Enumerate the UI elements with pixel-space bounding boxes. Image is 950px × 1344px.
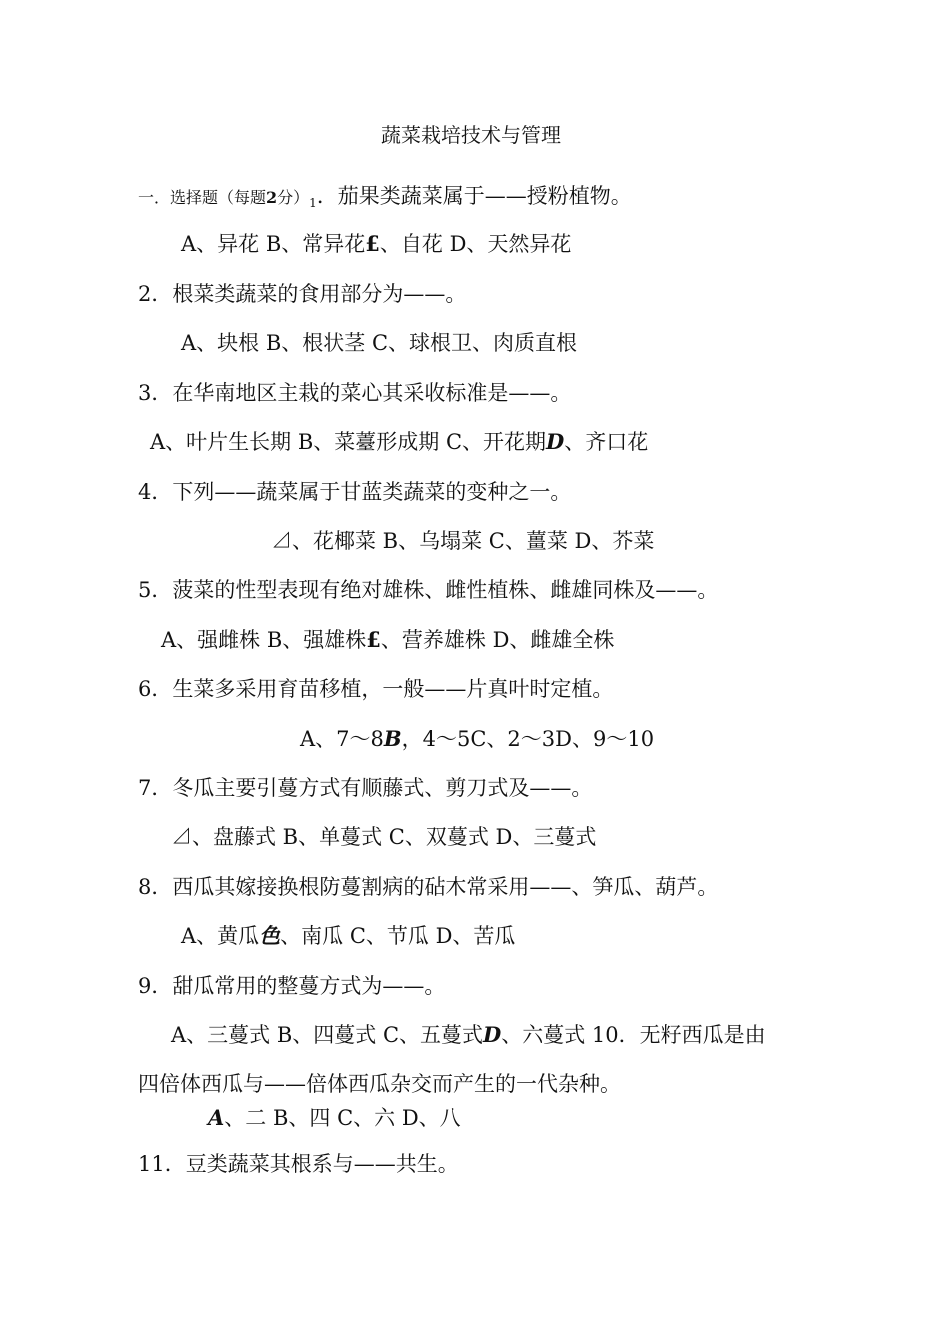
option-text: A、7〜8 [300, 727, 384, 751]
answer-mark: ⊿ [271, 529, 292, 553]
options-q5 [161, 626, 614, 654]
question-stem: 3．在华南地区主栽的菜心其采收标准是——。 [138, 381, 572, 405]
option-text: A、块根 B、根状茎 C、球根卫、肉质直根 [181, 331, 578, 355]
options-q4 [271, 527, 654, 555]
option-text: ，4〜5C、2〜3D、9〜10 [401, 727, 655, 751]
score-value: 2 [266, 188, 278, 207]
question-stem: 11．豆类蔬菜其根系与——共生。 [138, 1152, 459, 1176]
stray-subscript: 1 [309, 196, 317, 210]
option-text: A、叶片生长期 B、菜薹形成期 C、开花期 [150, 430, 547, 454]
options-q8 [181, 922, 515, 950]
option-text: A、异花 B、常异花 [181, 232, 366, 256]
question-stem: 9．甜瓜常用的整蔓方式为——。 [138, 974, 446, 998]
option-text: A、三蔓式 B、四蔓式 C、五蔓式 [171, 1023, 484, 1047]
option-text: 、二 B、四 C、六 D、八 [224, 1106, 461, 1130]
question-stem: 6．生菜多采用育苗移植，一般——片真叶时定植。 [138, 677, 614, 701]
question-stem: 8．西瓜其嫁接换根防蔓割病的砧木常采用——、笋瓜、葫芦。 [138, 875, 719, 899]
answer-mark: ⊿ [171, 825, 192, 849]
option-text: A、强雌株 B、强雄株 [161, 628, 367, 652]
answer-mark: £ [366, 627, 381, 652]
answer-mark: D [546, 429, 565, 454]
answer-mark: D [483, 1022, 502, 1047]
question-stem: 四倍体西瓜与——倍体西瓜杂交而产生的一代杂种。 [138, 1072, 621, 1096]
option-text: 、盘藤式 B、单蔓式 C、双蔓式 D、三蔓式 [192, 825, 597, 849]
option-text: 、齐口花 [564, 430, 649, 454]
question-stem: 7．冬瓜主要引蔓方式有顺藤式、剪刀式及——。 [138, 776, 593, 800]
options-q3 [150, 428, 648, 456]
options-q10 [208, 1104, 461, 1132]
question-stem: 4．下列——蔬菜属于甘蓝类蔬菜的变种之一。 [138, 480, 572, 504]
options-q7 [171, 823, 596, 851]
section-label-suffix: 分） [277, 188, 310, 207]
question-stem: 5．菠菜的性型表现有绝对雄株、雌性植株、雌雄同株及——。 [138, 578, 719, 602]
option-text: 、南瓜 C、节瓜 D、苦瓜 [280, 924, 516, 948]
options-q9 [171, 1021, 766, 1049]
option-text: 、六蔓式 10．无籽西瓜是由 [501, 1023, 766, 1047]
option-text: 、营养雄株 D、雌雄全株 [380, 628, 615, 652]
question-stem: ．茄果类蔬菜属于——授粉植物。 [316, 184, 632, 208]
document-title: 蔬菜栽培技术与管理 [381, 123, 561, 147]
options-q6 [300, 725, 654, 753]
option-text: 、自花 D、天然异花 [379, 232, 572, 256]
options-q2 [181, 329, 577, 357]
answer-mark: 色 [259, 923, 281, 948]
answer-mark: B [383, 726, 402, 751]
options-q1 [181, 230, 571, 258]
answer-mark: A [208, 1105, 225, 1130]
section-label: 一．选择题（每题 [138, 188, 267, 207]
option-text: 、花椰菜 B、乌塌菜 C、薑菜 D、芥菜 [292, 529, 655, 553]
question-stem: 2．根菜类蔬菜的食用部分为——。 [138, 282, 467, 306]
answer-mark: £ [365, 231, 380, 256]
option-text: A、黄瓜 [181, 924, 260, 948]
section-header [138, 182, 632, 217]
